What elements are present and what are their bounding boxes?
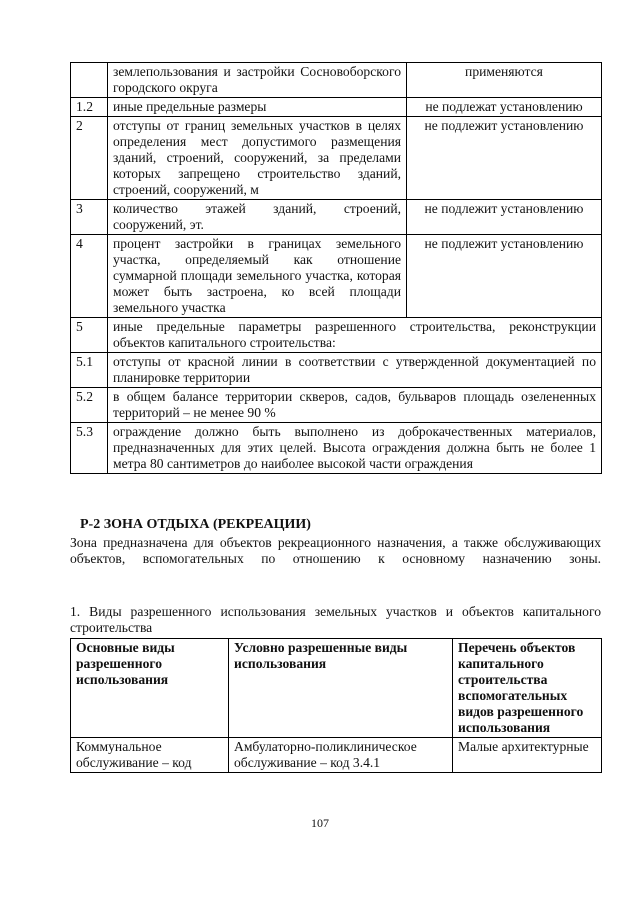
table-row — [71, 117, 602, 200]
parameter-cell: иные предельные размеры — [108, 98, 407, 117]
column-header: Условно разрешенные виды использования — [229, 639, 453, 738]
list-item — [70, 604, 601, 636]
row-number: 5 — [71, 318, 108, 353]
zone-description — [70, 535, 601, 567]
parameter-cell: количество этажей зданий, строений, сооружений, эт. — [108, 200, 407, 235]
permitted-uses-table — [70, 638, 602, 773]
parameter-cell: процент застройки в границах земельного участка, определяемый как отношение суммарной площади земельного участка, которая может быть застроена, ко всей площади земельного участка — [108, 235, 407, 318]
value-cell: не подлежат установлению — [407, 98, 602, 117]
row-number: 5.1 — [71, 353, 108, 388]
row-number — [71, 63, 108, 98]
table-row — [71, 738, 602, 773]
row-number: 3 — [71, 200, 108, 235]
column-header: Перечень объектов капитального строительства вспомогательных видов разрешенного использования — [453, 639, 602, 738]
value-cell: не подлежит установлению — [407, 117, 602, 200]
parameter-cell: отступы от границ земельных участков в целях определения мест допустимого размещения зданий, строений, сооружений, за пределами которых запрещено строительство зданий, строений, сооружений, м — [108, 117, 407, 200]
table-row — [71, 353, 602, 388]
table-row — [71, 423, 602, 474]
row-number: 2 — [71, 117, 108, 200]
value-cell: не подлежит установлению — [407, 200, 602, 235]
table-header-row — [71, 639, 602, 738]
table-row — [71, 318, 602, 353]
row-number: 4 — [71, 235, 108, 318]
table-row — [71, 388, 602, 423]
parameter-cell: отступы от красной линии в соответствии с утвержденной документацией по планировке территории — [108, 353, 602, 388]
table-cell: Малые архитектурные — [453, 738, 602, 773]
parameter-cell: землепользования и застройки Сосновоборского городского округа — [108, 63, 407, 98]
row-number: 5.2 — [71, 388, 108, 423]
table-cell: Амбулаторно-поликлиническое обслуживание – код 3.4.1 — [229, 738, 453, 773]
section-heading: Р-2 ЗОНА ОТДЫХА (РЕКРЕАЦИИ) — [80, 517, 311, 532]
page-number: 107 — [311, 816, 329, 830]
value-cell: применяются — [407, 63, 602, 98]
parameter-cell: в общем балансе территории скверов, садов, бульваров площадь озелененных территорий – не менее 90 % — [108, 388, 602, 423]
row-number: 1.2 — [71, 98, 108, 117]
parameter-cell: ограждение должно быть выполнено из доброкачественных материалов, предназначенных для этих целей. Высота ограждения должна быть не более 1 метра 80 сантиметров до наиболее высокой части ограждения — [108, 423, 602, 474]
column-header: Основные виды разрешенного использования — [71, 639, 229, 738]
value-cell: не подлежит установлению — [407, 235, 602, 318]
table-row — [71, 98, 602, 117]
parameters-table — [70, 62, 602, 474]
table-row — [71, 235, 602, 318]
parameter-cell: иные предельные параметры разрешенного строительства, реконструкции объектов капитального строительства: — [108, 318, 602, 353]
row-number: 5.3 — [71, 423, 108, 474]
list-item-text: 1. Виды разрешенного использования земельных участков и объектов капитального строительства — [70, 604, 601, 635]
table-cell: Коммунальное обслуживание – код — [71, 738, 229, 773]
zone-description-text: Зона предназначена для объектов рекреационного назначения, а также обслуживающих объектов, вспомогательных по отношению к основному назначению зоны. — [70, 535, 601, 566]
table-row — [71, 200, 602, 235]
table-row — [71, 63, 602, 98]
